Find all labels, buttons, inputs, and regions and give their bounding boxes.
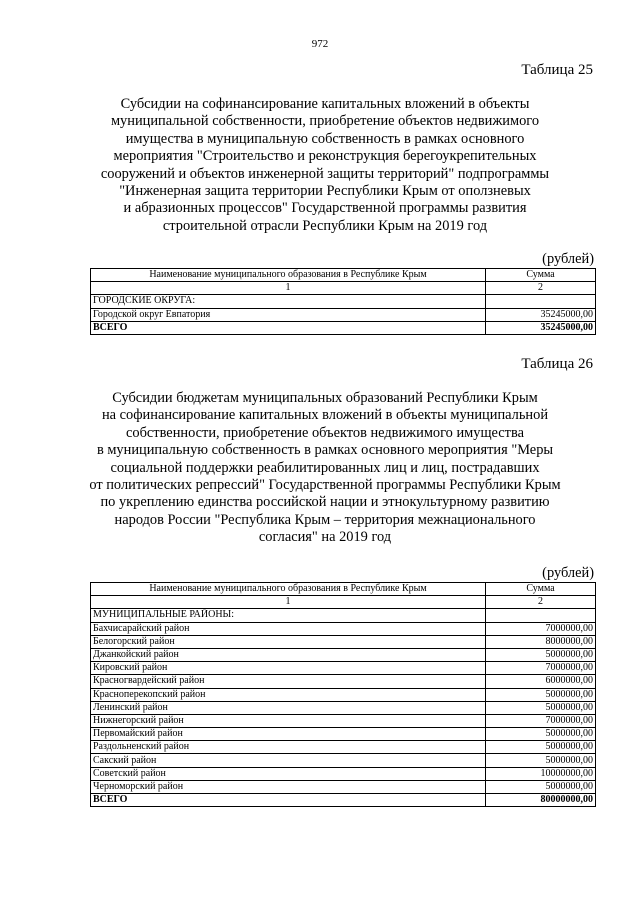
table-25-label: Таблица 25 bbox=[521, 62, 593, 78]
municipality-name: Черноморский район bbox=[91, 780, 486, 793]
table-25-unit: (рублей) bbox=[542, 251, 594, 267]
table-row bbox=[91, 688, 596, 701]
municipality-name: Первомайский район bbox=[91, 728, 486, 741]
amount: 5000000,00 bbox=[486, 728, 596, 741]
amount: 7000000,00 bbox=[486, 662, 596, 675]
municipality-name: Городской округ Евпатория bbox=[91, 308, 486, 321]
title-line: в муниципальную собственность в рамках основного мероприятия "Меры bbox=[96, 442, 554, 459]
section-label: ГОРОДСКИЕ ОКРУГА: bbox=[91, 295, 486, 308]
table-row bbox=[91, 767, 596, 780]
title-line: сооружений и объектов инженерной защиты территорий" подпрограммы bbox=[100, 165, 550, 182]
title-line: Субсидии бюджетам муниципальных образований Республики Крым bbox=[112, 390, 538, 406]
section-row bbox=[91, 295, 596, 308]
table-row bbox=[91, 754, 596, 767]
column-number: 2 bbox=[486, 596, 596, 609]
municipality-name: Бахчисарайский район bbox=[91, 622, 486, 635]
amount: 5000000,00 bbox=[486, 648, 596, 661]
table-row bbox=[91, 662, 596, 675]
amount: 10000000,00 bbox=[486, 767, 596, 780]
municipality-name: Советский район bbox=[91, 767, 486, 780]
amount: 8000000,00 bbox=[486, 635, 596, 648]
total-label: ВСЕГО bbox=[91, 321, 486, 334]
table-26 bbox=[90, 582, 596, 807]
amount: 5000000,00 bbox=[486, 754, 596, 767]
title-line: от политических репрессий" Государственной программы Республики Крым bbox=[89, 477, 561, 494]
amount: 35245000,00 bbox=[486, 308, 596, 321]
table-26-unit: (рублей) bbox=[542, 565, 594, 581]
municipality-name: Сакский район bbox=[91, 754, 486, 767]
amount: 6000000,00 bbox=[486, 675, 596, 688]
table-25 bbox=[90, 268, 596, 335]
table-header-row bbox=[91, 269, 596, 282]
amount: 5000000,00 bbox=[486, 688, 596, 701]
header-name: Наименование муниципального образования в Республике Крым bbox=[91, 269, 486, 282]
total-row bbox=[91, 794, 596, 807]
title-line: Субсидии на софинансирование капитальных вложений в объекты bbox=[120, 96, 530, 112]
municipality-name: Раздольненский район bbox=[91, 741, 486, 754]
table-row bbox=[91, 635, 596, 648]
table-row bbox=[91, 648, 596, 661]
title-line: согласия" на 2019 год bbox=[258, 529, 392, 546]
table-row bbox=[91, 675, 596, 688]
total-label: ВСЕГО bbox=[91, 794, 486, 807]
title-line: социальной поддержки реабилитированных лиц и лиц, пострадавших bbox=[110, 459, 540, 476]
total-amount: 35245000,00 bbox=[486, 321, 596, 334]
column-number-row bbox=[91, 282, 596, 295]
table-row bbox=[91, 714, 596, 727]
municipality-name: Кировский район bbox=[91, 662, 486, 675]
table-row bbox=[91, 741, 596, 754]
page-number: 972 bbox=[311, 38, 329, 50]
amount: 5000000,00 bbox=[486, 780, 596, 793]
municipality-name: Белогорский район bbox=[91, 635, 486, 648]
header-name: Наименование муниципального образования в Республике Крым bbox=[91, 583, 486, 596]
section-label: МУНИЦИПАЛЬНЫЕ РАЙОНЫ: bbox=[91, 609, 486, 622]
amount: 5000000,00 bbox=[486, 741, 596, 754]
total-row bbox=[91, 321, 596, 334]
column-number: 1 bbox=[91, 596, 486, 609]
municipality-name: Нижнегорский район bbox=[91, 714, 486, 727]
section-row bbox=[91, 609, 596, 622]
municipality-name: Красногвардейский район bbox=[91, 675, 486, 688]
total-amount: 80000000,00 bbox=[486, 794, 596, 807]
title-line: строительной отрасли Республики Крым на 2019 год bbox=[162, 217, 488, 234]
table-row bbox=[91, 780, 596, 793]
table-26-label: Таблица 26 bbox=[521, 356, 593, 372]
table-row bbox=[91, 701, 596, 714]
table-row bbox=[91, 308, 596, 321]
title-line: мероприятия "Строительство и реконструкция берегоукрепительных bbox=[113, 148, 537, 165]
column-number: 2 bbox=[486, 282, 596, 295]
table-26-title bbox=[60, 390, 590, 547]
title-line: и абразионных процессов" Государственной программы развития bbox=[123, 200, 527, 217]
table-25-title bbox=[60, 96, 590, 235]
title-line: на софинансирование капитальных вложений в объекты муниципальной bbox=[101, 407, 549, 424]
municipality-name: Красноперекопский район bbox=[91, 688, 486, 701]
municipality-name: Джанкойский район bbox=[91, 648, 486, 661]
title-line: по укреплению единства российской нации и этнокультурному развитию bbox=[100, 494, 550, 511]
title-line: собственности, приобретение объектов недвижимого имущества bbox=[126, 424, 524, 441]
municipality-name: Ленинский район bbox=[91, 701, 486, 714]
amount: 7000000,00 bbox=[486, 714, 596, 727]
amount: 7000000,00 bbox=[486, 622, 596, 635]
table-row bbox=[91, 728, 596, 741]
title-line: муниципальной собственности, приобретение объектов недвижимого bbox=[110, 113, 540, 130]
title-line: народов России "Республика Крым – территория межнационального bbox=[114, 511, 536, 528]
title-line: "Инженерная защита территории Республики Крым от оползневых bbox=[119, 183, 531, 200]
table-header-row bbox=[91, 583, 596, 596]
column-number-row bbox=[91, 596, 596, 609]
header-sum: Сумма bbox=[486, 269, 596, 282]
column-number: 1 bbox=[91, 282, 486, 295]
table-row bbox=[91, 622, 596, 635]
title-line: имущества в муниципальную собственность в рамках основного bbox=[125, 130, 525, 147]
header-sum: Сумма bbox=[486, 583, 596, 596]
amount: 5000000,00 bbox=[486, 701, 596, 714]
